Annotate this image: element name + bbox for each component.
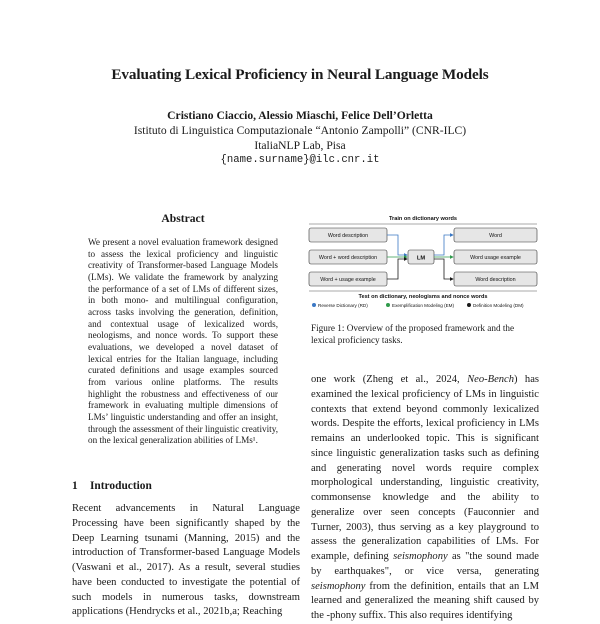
legend-label-em: Exemplification Modeling (EM) — [392, 303, 455, 308]
legend-marker-rd — [312, 303, 316, 307]
framework-figure — [306, 212, 540, 310]
rc-text-b: ) has examined the lexical proficiency of LMs in linguistic contexts that extend beyond commonly lexicalized words. Despite the efforts, lexical proficiency in LMs remains an underlooked topic. This is significant since linguistic generalization tasks such as defining and generating novel words require complex morphological understanding, linguistic creativity, commonsense knowledge and the ability to generalize over seen concepts (Fauconnier and Turner, 2003), thus serving as a key playground to assess the generalization capabilities of LMs. For example, defining — [311, 374, 539, 562]
rc-text-c: as "the sound made by earthquakes", or vice versa, generating — [311, 551, 539, 577]
rc-emph-seismophony-2: seismophony — [311, 580, 366, 592]
introduction-text: Recent advancements in Natural Language Processing have been significantly shaped by the Deep Learning tsunami (Manning, 2015) and the introduction of Transformer-based Language Models (Vaswani et al., 2017). As a result, several studies have been conducted to investigate the potential of such models in numerous tasks, downstream applications (Hendrycks et al., 2021b,a; Reaching — [72, 503, 300, 618]
rc-emph-neo-bench: Neo-Bench — [467, 374, 514, 385]
input-label-word-plus-description: Word + word description — [318, 255, 378, 261]
rc-text-a: one work (Zheng et al., 2024, — [311, 374, 468, 385]
affiliation-lab: ItaliaNLP Lab, Pisa — [254, 139, 346, 152]
paper-title: Evaluating Lexical Proficiency in Neural Language Models — [111, 66, 489, 83]
arrow-dm-in — [387, 259, 407, 279]
arrow-dm-out — [434, 259, 453, 279]
input-label-word-description: Word description — [327, 233, 369, 239]
arrow-rd-in — [387, 235, 407, 255]
legend-label-rd: Reverse Dictionary (RD) — [318, 303, 368, 308]
output-label-word-description: Word description — [475, 277, 516, 283]
output-label-word: Word — [489, 233, 502, 239]
section-heading-introduction — [72, 480, 302, 492]
figure-bottom-label: Test on dictionary, neologisms and nonce words — [358, 294, 488, 300]
author-email: {name.surname}@ilc.cnr.it — [220, 154, 380, 166]
rc-emph-seismophony-1: seismophony — [393, 551, 448, 562]
abstract-heading: Abstract — [161, 212, 205, 225]
figure-top-label: Train on dictionary words — [388, 216, 458, 222]
legend-label-dm: Definition Modeling (DM) — [473, 303, 524, 308]
section-title: Introduction — [90, 480, 152, 492]
framework-diagram — [306, 212, 540, 310]
abstract-text: We present a novel evaluation framework designed to assess the lexical proficiency and linguistic creativity of Transformer-based Language Models (LMs). We validate the framework by analyzing the performance of a set of LMs of different sizes, in both mono- and multilingual configuration, across tasks involving the generation, definition, and contextual usage of lexicalized words, neologisms, and nonce words. To support these evaluations, we developed a novel dataset of lexical entries for the Italian language, including curated definitions and usage examples sourced from various online platforms. The results highlight the robustness and effectiveness of our framework in evaluating multiple dimensions of LMs’ linguistic understanding and offer an insight, through the assessment of their linguistic creativity, on the lexical generalization abilities of LMs¹. — [88, 237, 278, 446]
rc-text-d: from the definition, entails that an LM learned and generalized the meaning shift caused by the -phony suffix. This also requires identifying — [311, 580, 539, 621]
section-number: 1 — [72, 480, 78, 492]
legend-marker-dm — [467, 303, 471, 307]
figure-caption: Figure 1: Overview of the proposed framework and the lexical proficiency tasks. — [311, 323, 515, 345]
output-label-usage-example: Word usage example — [470, 255, 521, 261]
arrow-rd-out — [434, 235, 453, 255]
legend-marker-em — [386, 303, 390, 307]
right-column-text — [311, 373, 539, 624]
affiliation-institute: Istituto di Linguistica Computazionale “Antonio Zampolli” (CNR-ILC) — [133, 124, 467, 137]
lm-label: LM — [416, 255, 426, 262]
author-list: Cristiano Ciaccio, Alessio Miaschi, Felice Dell’Orletta — [167, 109, 433, 122]
input-label-word-plus-example: Word + usage example — [320, 277, 376, 283]
